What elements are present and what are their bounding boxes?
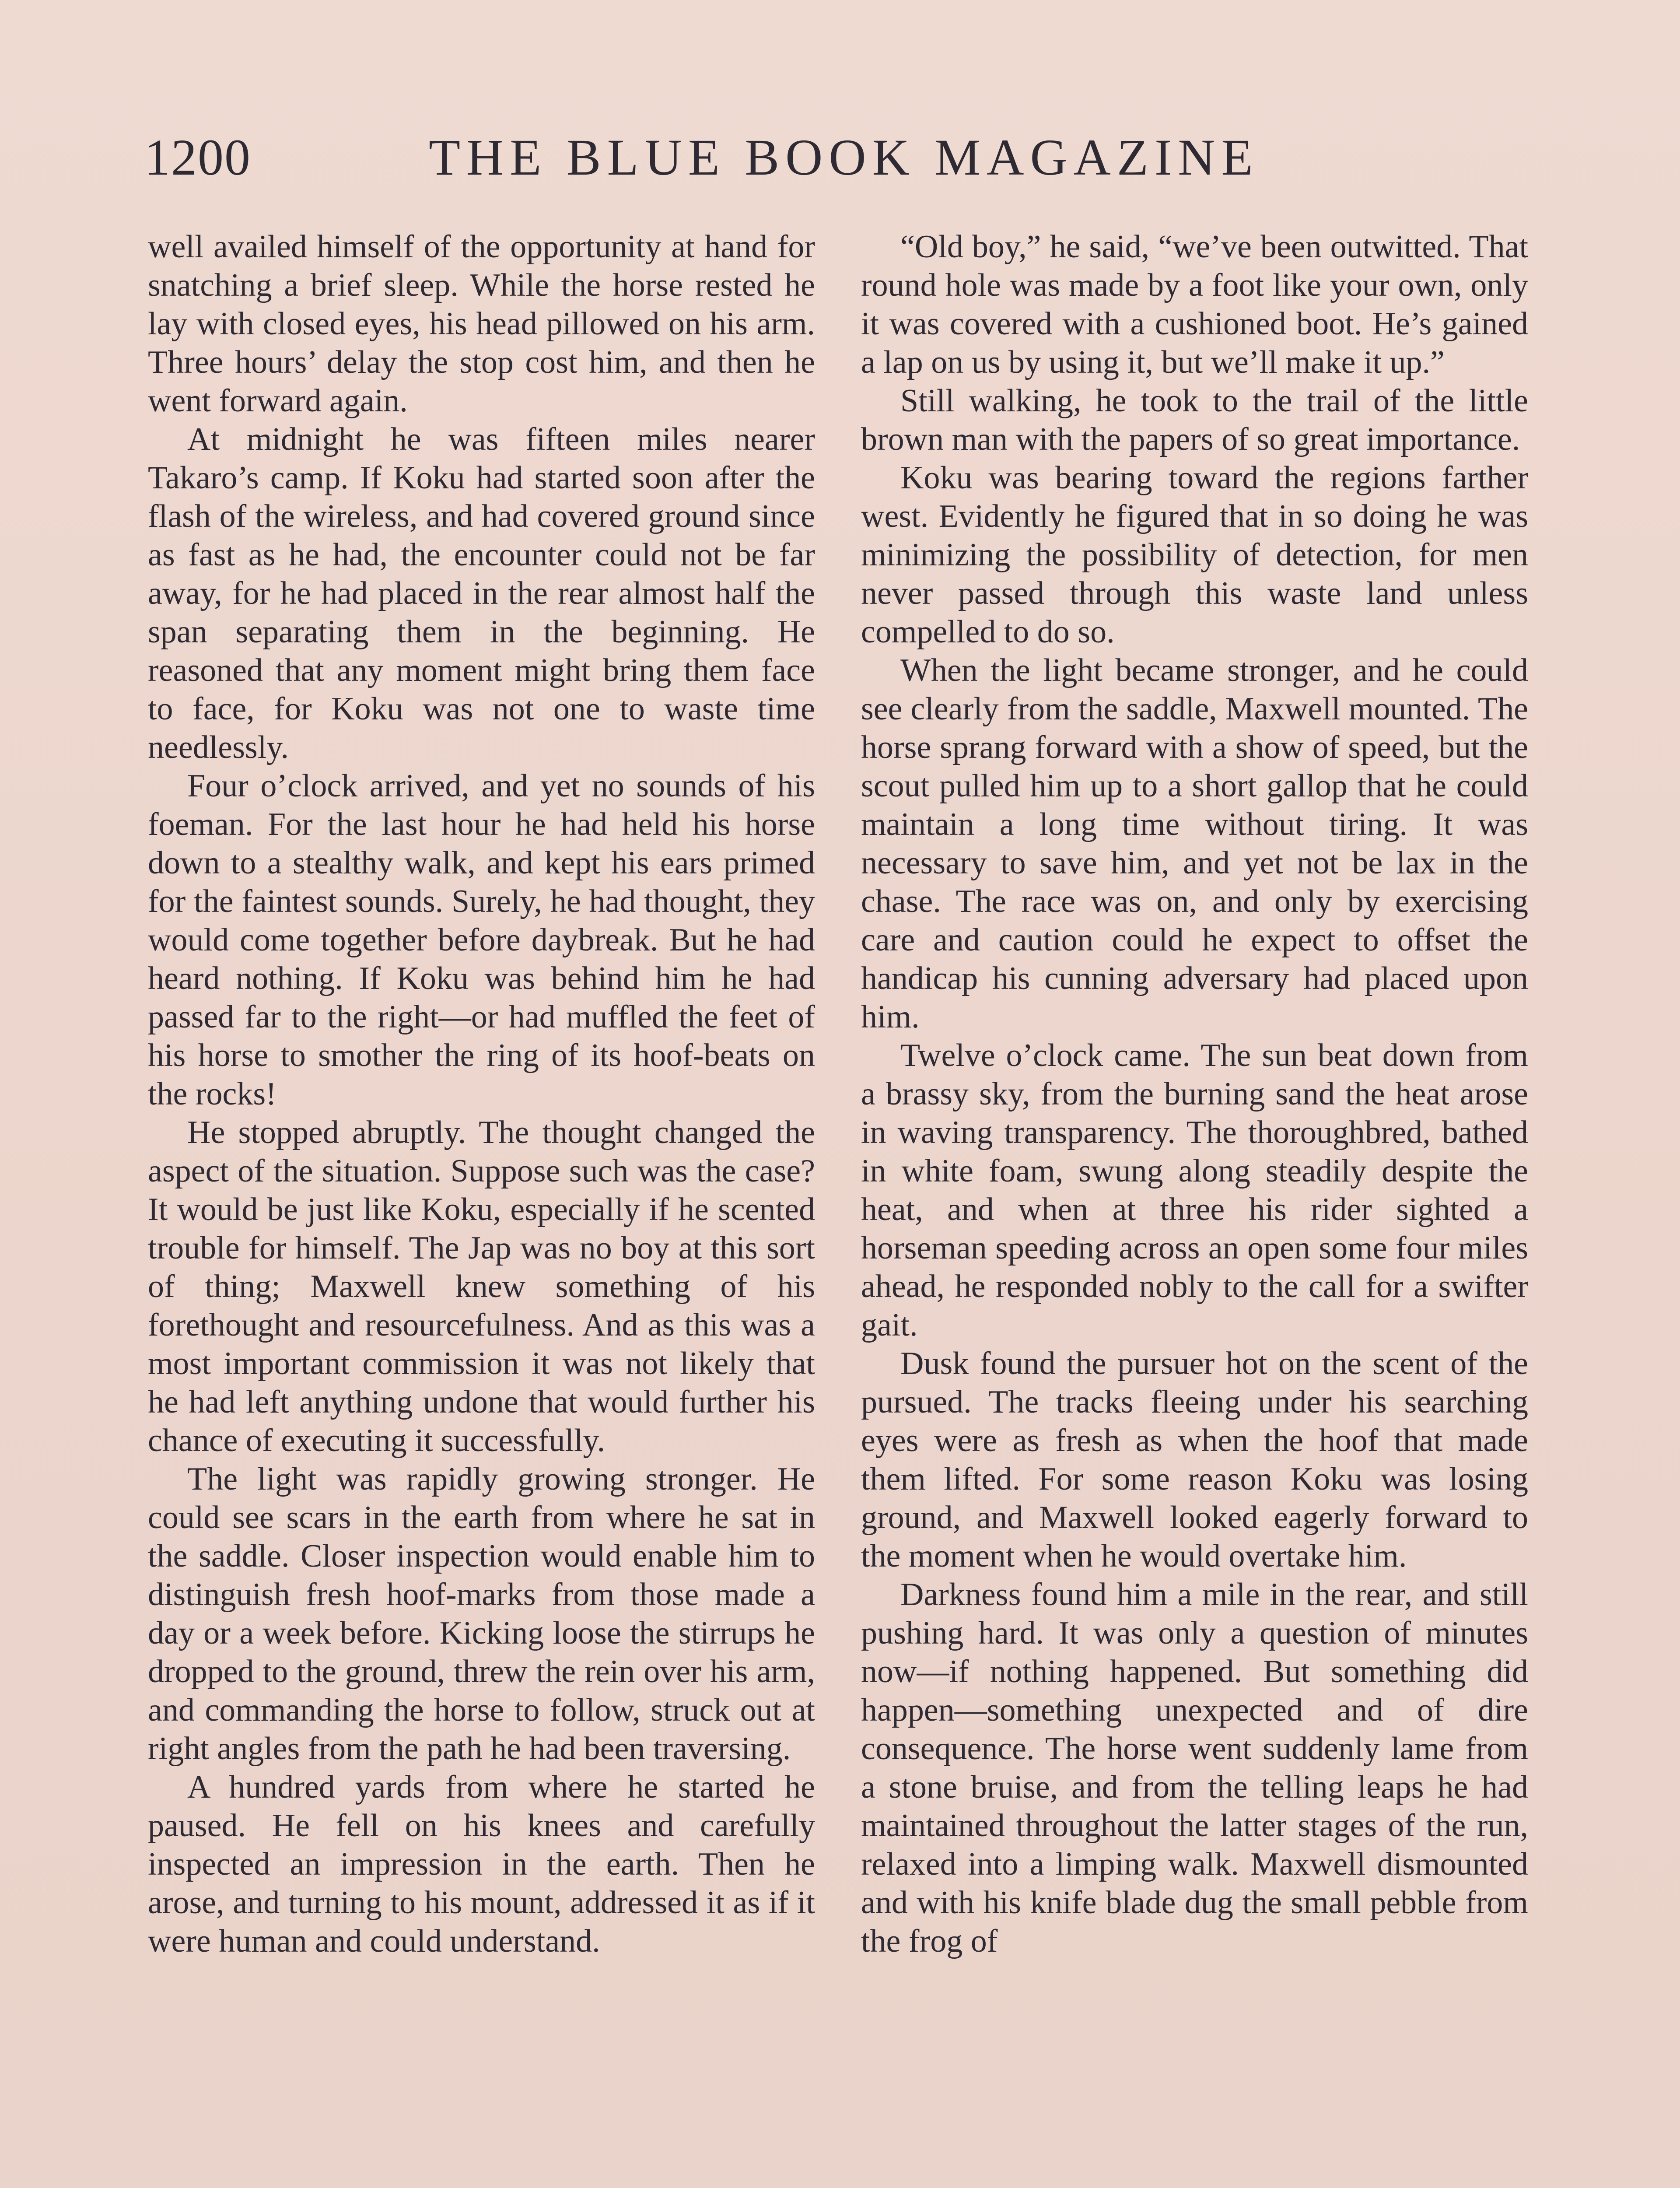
paragraph: Four o’clock arrived, and yet no sounds of his foeman. For the last hour he had held his horse down to a stealthy walk, and kept his ears primed for the faintest sounds. Surely, he had thought, they would come together before daybreak. But he had heard nothing. If Koku was behind him he had passed far to the right—or had muffled the feet of his horse to smother the ring of its hoof-beats on the rocks! bbox=[148, 768, 815, 1112]
paragraph: The light was rapidly growing stronger. He could see scars in the earth from where he sat in the saddle. Closer inspection would enable him to distinguish fresh hoof-marks from those made a day or a week before. Kicking loose the stirrups he dropped to the ground, threw the rein over his arm, and commanding the horse to follow, struck out at right angles from the path he had been traversing. bbox=[148, 1461, 815, 1767]
paragraph: Darkness found him a mile in the rear, and still pushing hard. It was only a question of minutes now—if nothing happened. But something did happen—something unexpected and of dire consequence. The horse went suddenly lame from a stone bruise, and from the telling leaps he had maintained throughout the latter stages of the run, relaxed into a limping walk. Maxwell dismounted and with his knife blade dug the small pebble from the frog of bbox=[861, 1577, 1528, 1959]
paragraph: A hundred yards from where he started he paused. He fell on his knees and carefully inspected an impression in the earth. Then he arose, and turning to his mount, addressed it as if it were human and could understand. bbox=[148, 1769, 815, 1959]
paragraph: Dusk found the pursuer hot on the scent of the pursued. The tracks fleeing under his searching eyes were as fresh as when the hoof that made them lifted. For some reason Koku was losing ground, and Maxwell looked eagerly forward to the moment when he would overtake him. bbox=[861, 1346, 1528, 1574]
paragraph: At midnight he was fifteen miles nearer Takaro’s camp. If Koku had started soon after the flash of the wireless, and had covered ground since as fast as he had, the encounter could not be far away, for he had placed in the rear almost half the span separating them in the beginning. He reasoned that any moment might bring them face to face, for Koku was not one to waste time needlessly. bbox=[148, 421, 815, 765]
page-number: 1200 bbox=[144, 129, 251, 186]
paragraph: well availed himself of the opportunity at hand for snatching a brief sleep. While the horse rested he lay with closed eyes, his head pillowed on his arm. Three hours’ delay the stop cost him, and then he went forward again. bbox=[148, 229, 815, 419]
right-column bbox=[861, 228, 1528, 1960]
paragraph: When the light became stronger, and he could see clearly from the saddle, Maxwell mounted. The horse sprang forward with a show of speed, but the scout pulled him up to a short gallop that he could maintain a long time without tiring. It was necessary to save him, and yet not be lax in the chase. The race was on, and only by exercising care and caution could he expect to offset the handicap his cunning adversary had placed upon him. bbox=[861, 652, 1528, 1035]
left-column bbox=[148, 228, 815, 1960]
paragraph: Twelve o’clock came. The sun beat down from a brassy sky, from the burning sand the heat arose in waving transparency. The thoroughbred, bathed in white foam, swung along steadily despite the heat, and when at three his rider sighted a horseman speeding across an open some four miles ahead, he responded nobly to the call for a swifter gait. bbox=[861, 1038, 1528, 1343]
paragraph: Still walking, he took to the trail of the little brown man with the papers of so great importance. bbox=[861, 383, 1528, 457]
magazine-title: THE BLUE BOOK MAGAZINE bbox=[429, 129, 1259, 186]
paragraph: He stopped abruptly. The thought changed the aspect of the situation. Suppose such was the case? It would be just like Koku, especially if he scented trouble for himself. The Jap was no boy at this sort of thing; Maxwell knew something of his forethought and resourcefulness. And as this was a most important commission it was not likely that he had left anything undone that would further his chance of executing it successfully. bbox=[148, 1115, 815, 1459]
paragraph: Koku was bearing toward the regions farther west. Evidently he figured that in so doing he was minimizing the possibility of detection, for men never passed through this waste land unless compelled to do so. bbox=[861, 460, 1528, 650]
page-header bbox=[144, 125, 1536, 190]
paragraph: “Old boy,” he said, “we’ve been outwitted. That round hole was made by a foot like your own, only it was covered with a cushioned boot. He’s gained a lap on us by using it, but we’ll make it up.” bbox=[861, 229, 1528, 380]
